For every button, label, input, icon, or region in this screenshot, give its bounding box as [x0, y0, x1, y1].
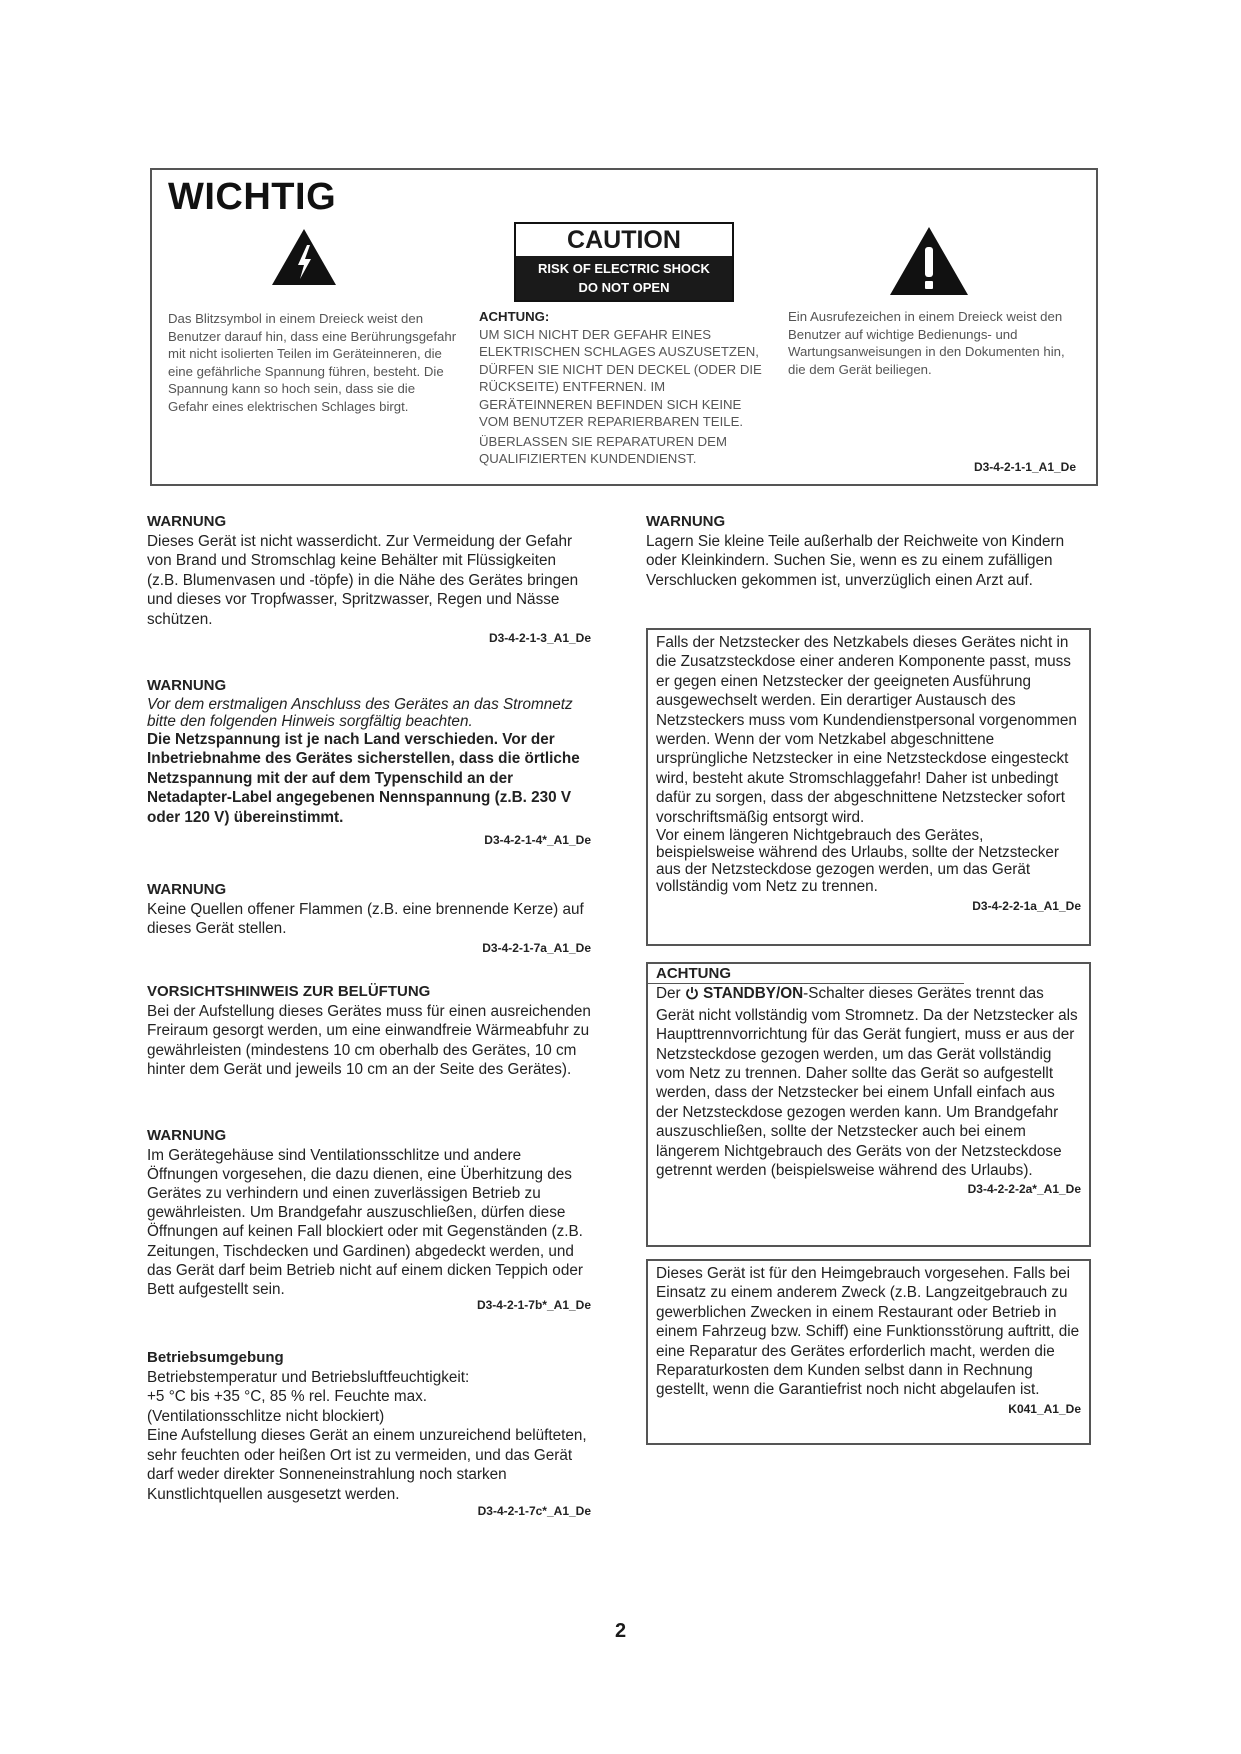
section-text: Lagern Sie kleine Teile außerhalb der Reichweite von Kindern oder Kleinkindern. Suchen Sie, wenn es zu einem zufälligen Verschlucken gekommen ist, unverzüglich einen Arzt auf. [646, 532, 1065, 589]
section-title: WARNUNG [646, 513, 726, 530]
reference-code: D3-4-2-2-1a_A1_De [972, 899, 1081, 914]
section-title: WARNUNG [147, 1127, 227, 1144]
section-text: Keine Quellen offener Flammen (z.B. eine brennende Kerze) auf dieses Gerät stellen. [147, 900, 584, 937]
page-number: 2 [614, 1620, 627, 1642]
reference-code: D3-4-2-1-4*_A1_De [484, 833, 591, 847]
exclamation-explanation: Ein Ausrufezeichen in einem Dreieck weist den Benutzer auf wichtige Bedienungs- und Wartungsanweisungen in den Dokumenten hin, die dem Gerät beiliegen. [788, 309, 1065, 377]
section-text-1: Betriebstemperatur und Betriebsluftfeuchtigkeit: [147, 1368, 470, 1386]
caution-line-2: DO NOT OPEN [578, 280, 670, 295]
section-title: Betriebsumgebung [147, 1349, 284, 1366]
caution-label [514, 222, 734, 302]
box-text: Dieses Gerät ist für den Heimgebrauch vorgesehen. Falls bei Einsatz zu einem anderem Zweck (z.B. Langzeitgebrauch zu gewerblichen Zwecken in einem Restaurant oder Betrieb in einem Fahrzeug bzw. Schiff) eine Funktionsstörung auftritt, die eine Reparatur des Gerätes erforderlich macht, werden die Reparaturkosten dem Kunden selbst dann in Rechnung gestellt, wenn die Garantiefrist noch nicht abgelaufen ist. [656, 1265, 1080, 1399]
section-italic-note: Vor dem erstmaligen Anschluss des Gerätes an das Stromnetz bitte den folgenden Hinweis sorgfältig beachten. [147, 695, 573, 730]
section-title: WARNUNG [147, 513, 227, 530]
section-text-3: (Ventilationsschlitze nicht blockiert) [147, 1407, 385, 1425]
section-bold-text: Die Netzspannung ist je nach Land verschieden. Vor der Inbetriebnahme des Gerätes sicherstellen, dass die örtliche Netzspannung mit der auf dem Typenschild an der Netadapter-Label angegebenen Nennspannung (z.B. 230 V oder 120 V) übereinstimmt. [147, 730, 580, 826]
box-text: Falls der Netzstecker des Netzkabels dieses Gerätes nicht in die Zusatzsteckdose einer anderen Komponente passt, muss er gegen einen Netzstecker der geeigneten Ausführung ausgewechselt werden. Ein derartiger Austausch des Netzsteckers muss vom Kundendienstpersonal vorgenommen werden. Wenn der vom Netzkabel abgeschnittene ursprüngliche Netzstecker in eine Netzsteckdose eingesteckt wird, besteht akute Stromschlaggefahr! Daher ist unbedingt dafür zu sorgen, dass der abgeschnittene Netzstecker sofort vorschriftsmäßig entsorgt wird. [656, 634, 1077, 826]
section-text: Im Gerätegehäuse sind Ventilationsschlitze und andere Öffnungen vorgesehen, die dazu dienen, eine Überhitzung des Gerätes zu verhindern und einen zuverlässigen Betrieb zu gewährleisten. Um Brandgefahr auszuschließen, dürfen diese Öffnungen auf keinen Fall blockiert oder mit Gegenständen (z.B. Zeitungen, Tischdecken und Gardinen) abgedeckt werden, und das Gerät darf beim Betrieb nicht auf einem dicken Teppich oder Bett aufgestellt sein. [147, 1146, 583, 1298]
reference-code: D3-4-2-1-7b*_A1_De [476, 1298, 591, 1313]
achtung-text-2: ÜBERLASSEN SIE REPARATUREN DEM QUALIFIZIERTEN KUNDENDIENST. [479, 433, 727, 466]
caution-line-1: RISK OF ELECTRIC SHOCK [538, 261, 710, 276]
achtung-text: UM SICH NICHT DER GEFAHR EINES ELEKTRISCHEN SCHLAGES AUSZUSETZEN, DÜRFEN SIE NICHT DEN DECKEL (ODER DIE RÜCKSEITE) ENTFERNEN. IM GERÄTEINNEREN BEFINDEN SICH KEINE VOM BENUTZER REPARIERBAREN TEILE. [479, 326, 762, 429]
caution-title: CAUTION [567, 226, 681, 254]
section-title: WARNUNG [147, 881, 227, 898]
section-small-parts-warning [646, 512, 1096, 590]
section-water-warning [147, 512, 591, 649]
section-text-2: +5 °C bis +35 °C, 85 % rel. Feuchte max. [147, 1388, 428, 1405]
reference-code: D3-4-2-1-7c*_A1_De [477, 1504, 591, 1518]
section-voltage-warning [147, 676, 591, 851]
reference-code: D3-4-2-1-1_A1_De [973, 460, 1076, 474]
caution-explanation [479, 308, 769, 468]
reference-code: K041_A1_De [1008, 1401, 1081, 1416]
standby-switch-label: STANDBY/ON [703, 985, 804, 1003]
section-text: Bei der Aufstellung dieses Gerätes muss für einen ausreichenden Freiraum gesorgt werden, um eine einwandfreie Wärmeabfuhr zu gewährleisten (mindestens 10 cm oberhalb des Gerätes, 10 cm hinter dem Gerät und jeweils 10 cm an der Seite des Gerätes). [147, 1002, 591, 1078]
section-ventilation-notice [147, 982, 591, 1080]
box-text-2: Vor einem längeren Nichtgebrauch des Gerätes, beispielsweise während des Urlaubs, sollte der Netzstecker aus der Netzsteckdose gezogen werden, um das Gerät vollständig vom Netz zu trennen. [656, 827, 1060, 896]
reference-code: D3-4-2-2-2a*_A1_De [967, 1182, 1081, 1197]
section-flame-warning [147, 880, 591, 958]
achtung-label: ACHTUNG: [479, 309, 550, 324]
standby-caution-box [646, 962, 1091, 1247]
reference-code: D3-4-2-1-7a_A1_De [482, 940, 591, 955]
exclamation-warning-icon [888, 225, 970, 297]
section-text-4: Eine Aufstellung dieses Gerät an einem unzureichend belüfteten, sehr feuchten oder heißen Ort ist zu vermeiden, und das Gerät darf weder direkter Sonneneinstrahlung noch starken Kunstlichtquellen ausgesetzt werden. [147, 1427, 587, 1503]
box-text-main: -Schalter dieses Gerätes trennt das Gerät nicht vollständig vom Stromnetz. Da der Netzstecker als Haupttrennvorrichtung für das Gerät fungiert, muss er aus der Netzsteckdose gezogen werden, um das Gerät vollständig vom Netz zu trennen. Daher sollte das Gerät so aufgestellt werden, dass der Netzstecker bei einem Unfall einfach aus der Netzsteckdose gezogen werden kann. Um Brandgefahr auszuschließen, sollte der Netzstecker auch bei einem längerem Nichtgebrauch des Geräts von der Netzsteckdose getrennt werden (beispielsweise während des Urlaubs). [656, 985, 1078, 1180]
lightning-explanation: Das Blitzsymbol in einem Dreieck weist den Benutzer darauf hin, dass eine Berührungsgefahr mit nicht isolierten Teilen im Geräteinneren, die eine gefährliche Spannung führen, besteht. Die Spannung kann so hoch sein, dass sie die Gefahr eines elektrischen Schlages birgt. [168, 311, 457, 414]
lightning-warning-icon [270, 227, 338, 287]
box-title: ACHTUNG [648, 964, 964, 984]
section-title: VORSICHTSHINWEIS ZUR BELÜFTUNG [147, 983, 431, 1000]
power-plug-notice-box [646, 628, 1091, 946]
power-icon [685, 986, 699, 1005]
section-operating-environment [147, 1348, 591, 1522]
box-text [656, 984, 1081, 1180]
section-text: Dieses Gerät ist nicht wasserdicht. Zur Vermeidung der Gefahr von Brand und Stromschlag keine Behälter mit Flüssigkeiten (z.B. Blumenvasen und -töpfe) in die Nähe des Gerätes bringen und dieses vor Tropfwasser, Spritzwasser, Regen und Nässe schützen. [147, 532, 579, 628]
caution-subtitle [516, 256, 732, 300]
section-vent-slots-warning [147, 1126, 591, 1316]
page-title: WICHTIG [168, 176, 337, 218]
reference-code: D3-4-2-1-3_A1_De [488, 631, 591, 645]
home-use-notice-box [646, 1259, 1091, 1445]
important-notice-box [150, 168, 1098, 486]
box-text-pre: Der [656, 985, 681, 1003]
section-title: WARNUNG [147, 677, 227, 694]
